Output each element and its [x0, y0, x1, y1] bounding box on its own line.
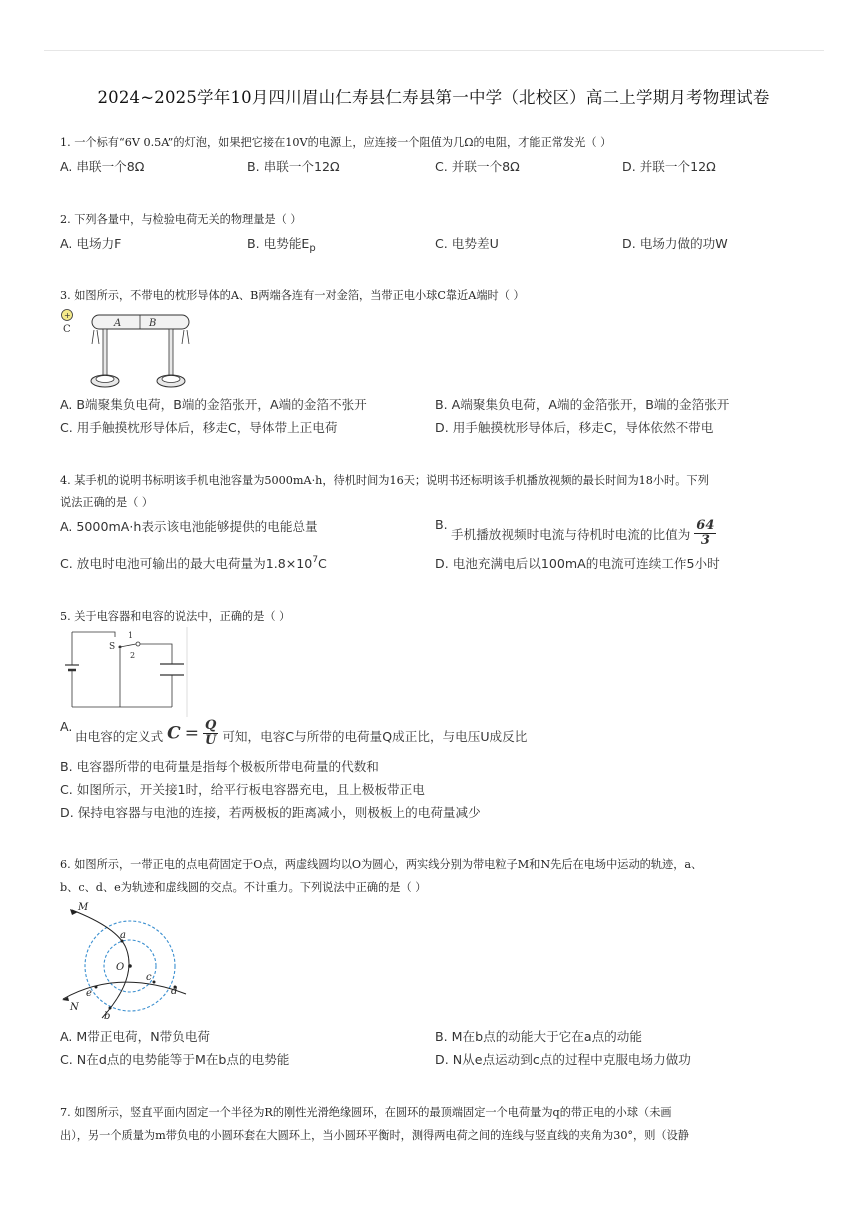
q6-option-c: C. N在d点的电势能等于M在b点的电势能: [60, 1052, 290, 1067]
q4-option-b: 手机播放视频时电流与待机时电流的比值为 $\frac{64}{3}$: [451, 518, 715, 548]
q4-option-b-label: B.: [435, 517, 448, 532]
q5-option-c: C. 如图所示，开关接1时，给平行板电容器充电，且上极板带正电: [60, 782, 425, 797]
label-c: c: [146, 972, 152, 983]
question-4-stem-line2: 说法正确的是（ ）: [60, 496, 154, 509]
question-7-stem-line1: 7. 如图所示，竖直平面内固定一个半径为R的刚性光滑绝缘圆环，在圆环的最顶端固定一个电荷量为q的带正电的小球（未画: [60, 1106, 672, 1119]
label-n: N: [70, 1002, 79, 1013]
question-2-stem: 2. 下列各量中，与检验电荷无关的物理量是（ ）: [60, 213, 302, 226]
terminal-2-label: 2: [130, 651, 136, 660]
label-o: O: [116, 962, 125, 973]
q2-option-b: B. 电势能$E_p$: [247, 236, 316, 254]
q2-option-d: D. 电场力做的功W: [622, 236, 728, 251]
capacitor-circuit-figure: [60, 627, 190, 717]
q6-option-a: A. M带正电荷，N带负电荷: [60, 1029, 211, 1044]
q4-option-a: A. 5000mA·h表示该电池能够提供的电能总量: [60, 519, 318, 534]
question-6-stem-line1: 6. 如图所示，一带正电的点电荷固定于O点，两虚线圆均以O为圆心，两实线分别为带电粒子M和N先后在电场中运动的轨迹，a、: [60, 858, 703, 871]
question-3-stem: 3. 如图所示，不带电的枕形导体的A、B两端各连有一对金箔，当带正电小球C靠近A端时（ ）: [60, 289, 525, 302]
q3-option-a: A. B端聚集负电荷，B端的金箔张开，A端的金箔不张开: [60, 397, 367, 412]
q5-option-b: B. 电容器所带的电荷量是指每个极板所带电荷量的代数和: [60, 759, 379, 774]
pillow-conductor-figure: [56, 306, 206, 396]
page-title: 2024~2025学年10月四川眉山仁寿县仁寿县第一中学（北校区）高二上学期月考物理试卷: [97, 88, 770, 107]
label-e: e: [86, 988, 92, 999]
label-b: B: [149, 318, 157, 329]
q2-option-a: A. 电场力F: [60, 236, 122, 251]
q6-option-d: D. N从e点运动到c点的过程中克服电场力做功: [435, 1052, 691, 1067]
label-a: A: [114, 318, 122, 329]
q5-option-d: D. 保持电容器与电池的连接，若两极板的距离减小，则极板上的电荷量减少: [60, 805, 481, 820]
field-trajectory-figure: [58, 898, 198, 1023]
capacitance-fraction: $\frac{Q}{U}$: [204, 718, 217, 748]
pillow-conductor: [92, 315, 189, 329]
q3-option-c: C. 用手触摸枕形导体后，移走C，导体带上正电荷: [60, 420, 338, 435]
q1-option-b: B. 串联一个12Ω: [247, 159, 340, 174]
switch-label: S: [109, 642, 116, 652]
q3-option-b: B. A端聚集负电荷，A端的金箔张开，B端的金箔张开: [435, 397, 730, 412]
q1-option-d: D. 并联一个12Ω: [622, 159, 716, 174]
terminal-1-label: 1: [128, 631, 134, 640]
question-6-stem-line2: b、c、d、e为轨迹和虚线圆的交点。不计重力。下列说法中正确的是（ ）: [60, 881, 427, 894]
top-divider: [44, 50, 824, 51]
label-d: d: [171, 986, 178, 997]
q2-option-c: C. 电势差U: [435, 236, 499, 251]
q1-option-c: C. 并联一个8Ω: [435, 159, 520, 174]
q3-option-d: D. 用手触摸枕形导体后，移走C，导体依然不带电: [435, 420, 714, 435]
question-7-stem-line2: 出），另一个质量为m带负电的小圆环套在大圆环上，当小圆环平衡时，测得两电荷之间的连线与竖直线的夹角为30°，则（设静: [60, 1129, 689, 1142]
label-c: C: [63, 324, 71, 335]
label-m: M: [78, 902, 89, 913]
question-5-stem: 5. 关于电容器和电容的说法中，正确的是（ ）: [60, 610, 291, 623]
q1-option-a: A. 串联一个8Ω: [60, 159, 145, 174]
label-a: a: [120, 930, 126, 941]
q5-option-a: 由电容的定义式 C = $\frac{Q}{U}$ 可知，电容C与所带的电荷量Q成正比，与电压U成反比: [75, 718, 528, 748]
svg-text:+: +: [64, 311, 71, 320]
fraction-64-over-3: $\frac{64}{3}$: [696, 518, 715, 548]
q5-option-a-label: A.: [60, 719, 73, 734]
question-1-stem: 1. 一个标有“6V 0.5A”的灯泡，如果把它接在10V的电源上，应连接一个阻值为几Ω的电阻，才能正常发光（ ）: [60, 136, 612, 149]
label-b: b: [104, 1011, 111, 1022]
q6-option-b: B. M在b点的动能大于它在a点的动能: [435, 1029, 642, 1044]
q4-option-c: C. 放电时电池可输出的最大电荷量为$1.8\times 10^7C$: [60, 555, 327, 571]
question-4-stem-line1: 4. 某手机的说明书标明该手机电池容量为5000mA·h，待机时间为16天；说明书还标明该手机播放视频的最长时间为18小时。下列: [60, 474, 709, 487]
q4-option-d: D. 电池充满电后以100mA的电流可连续工作5小时: [435, 556, 720, 571]
